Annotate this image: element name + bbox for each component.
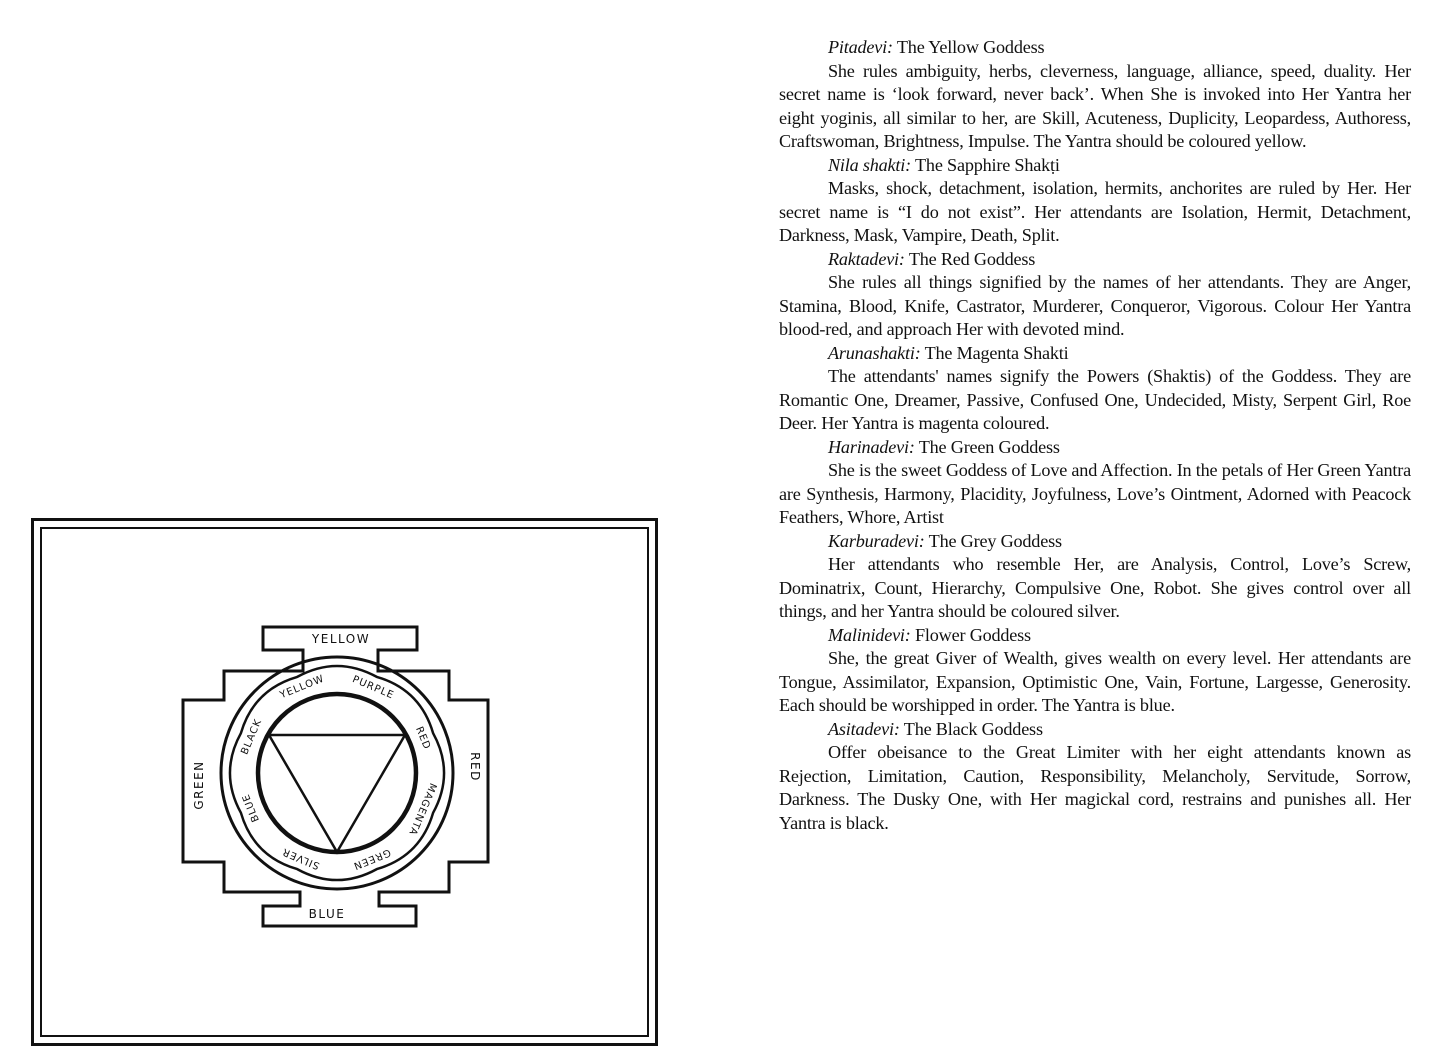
goddess-title: The Yellow Goddess <box>896 37 1045 57</box>
goddess-title: The Green Goddess <box>918 436 1060 457</box>
gate-label-top: YELLOW <box>311 632 371 646</box>
goddess-name: Arunashakti: <box>828 342 921 363</box>
entry-body: She rules all things signified by the names of her attendants. They are Anger, Stamina, Blood, Knife, Castrator, Murderer, Conqueror, Vigorous. Colour Her Yantra blood-red, and approach Her with devoted mind. <box>779 272 1411 339</box>
entry-heading <box>779 718 1411 742</box>
goddess-name: Harinadevi: <box>828 436 915 457</box>
entry-body: Offer obeisance to the Great Limiter with her eight attendants known as Rejection, Limitation, Caution, Responsibility, Melancholy, Servitude, Sorrow, Darkness. The Dusky One, with Her magickal cord, restrains and punishes all. Her Yantra is black. <box>779 742 1411 833</box>
entry-body: She rules ambiguity, herbs, cleverness, language, alliance, speed, duality. Her secret name is ‘look forward, never back’. When She is invoked into Her Yantra her eight yoginis, all similar to her, are Skill, Acuteness, Duplicity, Leopardess, Authoress, Craftswoman, Brightness, Impulse. The Yantra should be coloured yellow. <box>779 60 1411 151</box>
entry-heading <box>779 436 1411 460</box>
goddess-name: Asitadevi: <box>828 718 900 739</box>
goddess-name: Nila shakti: <box>828 154 911 175</box>
gate-label-left: GREEN <box>192 760 206 810</box>
goddess-title: Flower Goddess <box>915 624 1031 645</box>
petal-label: BLACK <box>239 717 265 757</box>
petal-label: PURPLE <box>350 674 396 702</box>
entry-heading <box>779 530 1411 554</box>
yantra-petal-ring <box>230 666 444 880</box>
petal-label: GREEN <box>351 846 393 872</box>
goddess-title: The Red Goddess <box>908 248 1036 269</box>
petal-label: MAGENTA <box>406 781 439 838</box>
petal-label: YELLOW <box>278 673 327 702</box>
gate-label-right: RED <box>468 752 482 782</box>
petal-label: BLUE <box>240 791 262 824</box>
entry-body: Her attendants who resemble Her, are Analysis, Control, Love’s Screw, Dominatrix, Count, Hierarchy, Compulsive One, Robot. She gives control over all things, and her Yantra should be coloured silver. <box>779 554 1411 621</box>
petal-label: RED <box>413 725 433 752</box>
petal-scallops <box>230 666 444 880</box>
yantra-inner-circle <box>259 695 415 851</box>
petal-label: SILVER <box>280 845 322 871</box>
entry-heading <box>779 36 1411 60</box>
entry-heading <box>779 154 1411 178</box>
entry-heading <box>779 624 1411 648</box>
goddess-name: Malinidevi: <box>828 624 911 645</box>
goddess-title: The Black Goddess <box>903 718 1043 739</box>
entry-heading <box>779 342 1411 366</box>
goddess-title: The Sapphire Shakṭi <box>915 154 1060 175</box>
entry-body: She is the sweet Goddess of Love and Affection. In the petals of Her Green Yantra are Synthesis, Harmony, Placidity, Joyfulness, Love’s Ointment, Adorned with Peacock Feathers, Whore, Artist <box>779 460 1411 527</box>
entry-body: She, the great Giver of Wealth, gives wealth on every level. Her attendants are Tongue, Assimilator, Expansion, Optimistic One, Vain, Fortune, Largesse, Generosity. Each should be worshipped in order. The Yantra is blue. <box>779 648 1411 715</box>
gate-label-bottom: BLUE <box>308 907 346 921</box>
goddess-title: The Grey Goddess <box>928 530 1062 551</box>
entry-heading <box>779 248 1411 272</box>
goddess-name: Karburadevi: <box>828 530 925 551</box>
goddess-name: Raktadevi: <box>828 248 905 269</box>
entry-body: Masks, shock, detachment, isolation, hermits, anchorites are ruled by Her. Her secret name is “I do not exist”. Her attendants are Isolation, Hermit, Detachment, Darkness, Mask, Vampire, Death, Split. <box>779 178 1411 245</box>
petal-labels <box>239 673 438 871</box>
goddess-title: The Magenta Shakti <box>924 342 1069 363</box>
text-column <box>779 36 1411 835</box>
entry-body: The attendants' names signify the Powers (Shaktis) of the Goddess. They are Romantic One, Dreamer, Passive, Confused One, Undecided, Misty, Serpent Girl, Roe Deer. Her Yantra is magenta coloured. <box>779 366 1411 433</box>
goddess-name: Pitadevi: <box>828 37 893 57</box>
